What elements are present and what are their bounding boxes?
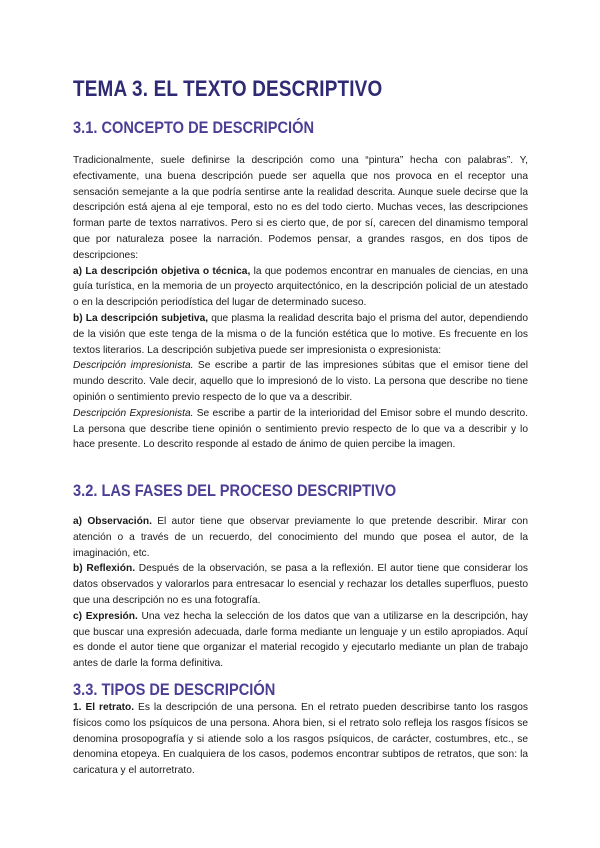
expresionista-text: Se escribe a partir de la interioridad del Emisor sobre el mundo descrito. La persona que describe tiene opinión o sentimiento previo respecto de lo que va a describir y lo hace presente. Lo descrito responde al estado de ánimo de quien percibe la imagen.: [73, 407, 528, 451]
impresionista-text: Se escribe a partir de las impresiones súbitas que el emisor tiene del mundo descrito. Vale decir, aquello que lo impresionó de lo visto. La persona que describe no tiene opinión o sentimiento previo respecto de lo que va a describir.: [73, 360, 528, 403]
section-fases-body: [73, 514, 528, 672]
paragraph-impresionista: [73, 358, 528, 405]
expresionista-label: Descripción Expresionista.: [73, 407, 194, 419]
retrato-label: 1. El retrato.: [73, 702, 135, 713]
paragraph-type-a: [73, 264, 528, 311]
paragraph-reflexion: [73, 561, 528, 608]
paragraph-observacion: [73, 514, 528, 561]
paragraph-expresionista: [73, 406, 528, 453]
type-a-label: a) La descripción objetiva o técnica,: [73, 265, 251, 277]
paragraph-intro: Tradicionalmente, suele definirse la descripción como una “pintura” hecha con palabras”. Y, efectivamente, una buena descripción puede ser aquella que nos provoca en el receptor una sensación semejante a la que podría sentirse ante la realidad descrita. Aunque suele decirse que la descripción está ajena al eje temporal, esto no es del todo cierto. Muchas veces, las descripciones forman parte de textos narrativos. Pero si es cierto que, de por sí, carecen del dinamismo temporal que por naturaleza posee la narración. Podemos pensar, a grandes rasgos, en dos tipos de descripciones:: [73, 155, 528, 261]
document-title: TEMA 3. EL TEXTO DESCRIPTIVO: [73, 76, 383, 101]
observacion-text: El autor tiene que observar previamente lo que pretende describir. Mirar con atención o a través de un recuerdo, del conocimiento del mundo que posea el autor, de la imaginación, etc.: [73, 516, 528, 559]
section-heading-fases: 3.2. LAS FASES DEL PROCESO DESCRIPTIVO: [73, 481, 397, 500]
retrato-text: Es la descripción de una persona. En el retrato pueden describirse tanto los rasgos físicos como los psíquicos de una persona. Ahora bien, si el retrato solo refleja los rasgos físicos se denomina prosopografía y si atiende solo a los rasgos psíquicos, de carácter, costumbres, etc., se denomina etopeya. En cualquiera de los casos, podemos encontrar subtipos de retratos, que son: la caricatura y el autorretrato.: [73, 702, 528, 777]
type-a-text: la que podemos encontrar en manuales de ciencias, en una guía turística, en la memoria de un proyecto arquitectónico, en la descripción policial de un atestado o en la descripción periodística del lugar de determinado suceso.: [73, 265, 528, 309]
type-b-label: b) La descripción subjetiva,: [73, 312, 209, 324]
section-heading-tipos: 3.3. TIPOS DE DESCRIPCIÓN: [73, 680, 276, 699]
impresionista-label: Descripción impresionista.: [73, 360, 194, 372]
paragraph-type-b: [73, 311, 528, 358]
paragraph-expresion: [73, 609, 528, 672]
observacion-label: a) Observación.: [73, 516, 152, 527]
section-tipos-body: [73, 700, 528, 779]
paragraph-retrato: [73, 700, 528, 779]
type-b-text: que plasma la realidad descrita bajo el prisma del autor, dependiendo de la visión que este tenga de la misma o de la función estética que lo motive. Es frecuente en los textos literarios. La descripción subjetiva puede ser impresionista o expresionista:: [73, 312, 528, 356]
reflexion-label: b) Reflexión.: [73, 563, 136, 575]
reflexion-text: Después de la observación, se pasa a la reflexión. El autor tiene que considerar los datos observados y valorarlos para entresacar lo esencial y rechazar los detalles superfluos, puesto que una descripción no es una fotografía.: [73, 563, 528, 606]
section-heading-concepto: 3.1. CONCEPTO DE DESCRIPCIÓN: [73, 118, 315, 137]
expresion-label: c) Expresión.: [73, 610, 138, 622]
section-concepto-body: [73, 153, 528, 453]
expresion-text: Una vez hecha la selección de los datos que van a utilizarse en la descripción, hay que buscar una expresión adecuada, darle forma mediante un lenguaje y un estilo apropiados. Aquí es donde el autor tiene que organizar el material recogido y ejecutarlo mediante un plan de trabajo antes de darle la forma definitiva.: [73, 610, 528, 670]
